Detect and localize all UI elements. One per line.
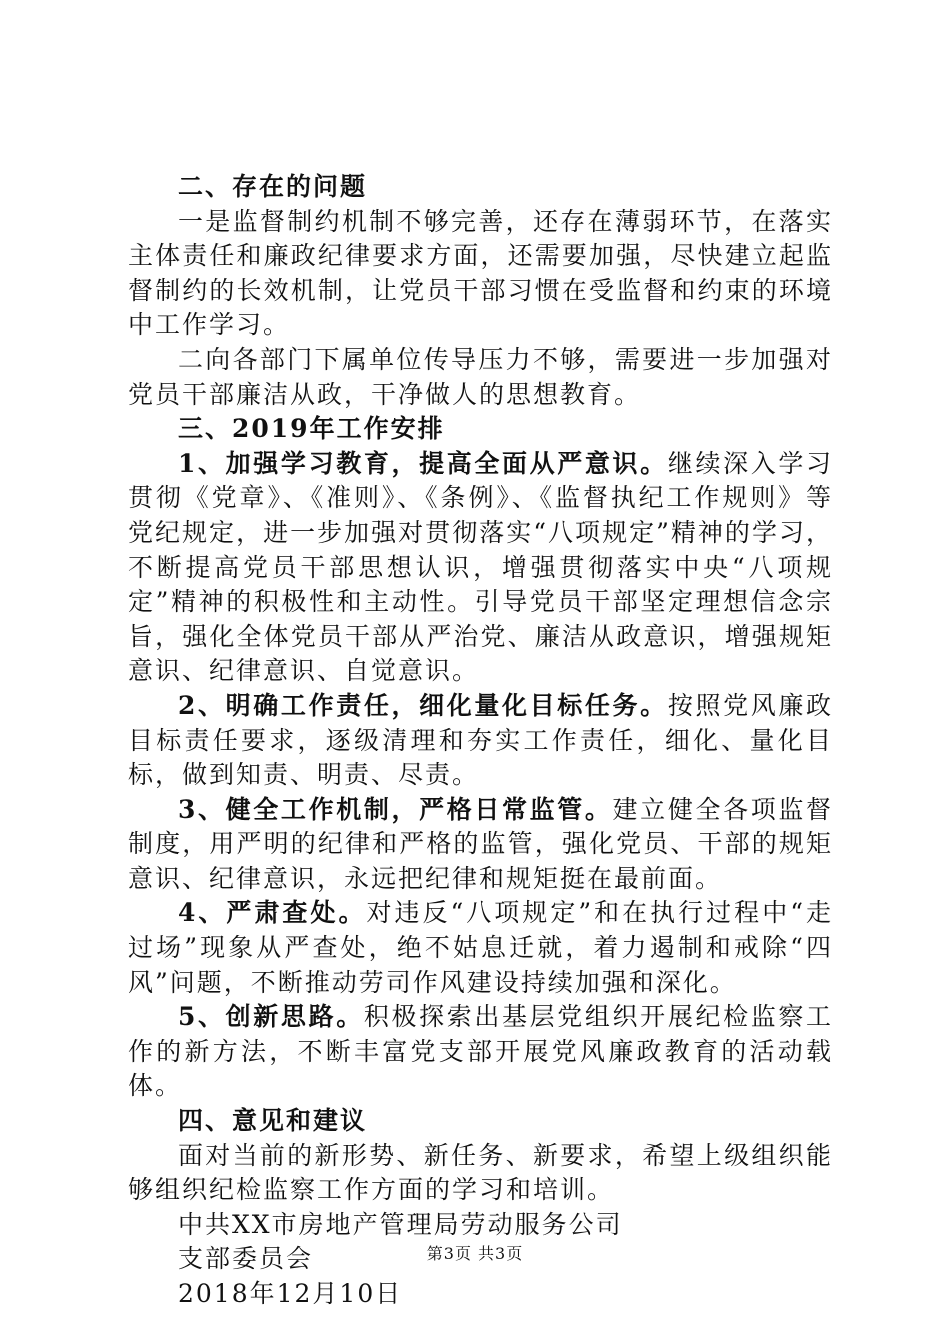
document-body bbox=[128, 170, 833, 1312]
plan-item-1-lead: 1、加强学习教育，提高全面从严意识。 bbox=[178, 448, 668, 478]
signature-committee: 支部委员会 bbox=[178, 1244, 314, 1274]
paragraph-problem-2: 二向各部门下属单位传导压力不够，需要进一步加强对党员干部廉洁从政，干净做人的思想教育。 bbox=[128, 344, 833, 409]
plan-item-5-lead: 5、创新思路。 bbox=[178, 1002, 364, 1032]
plan-item-3-lead: 3、健全工作机制，严格日常监管。 bbox=[178, 794, 613, 824]
plan-item-1-text: 继续深入学习贯彻《党章》、《准则》、《条例》、《监督执纪工作规则》等党纪规定，进一步加强对贯彻落实“八项规定”精神的学习，不断提高党员干部思想认识，增强贯彻落实中央“八项规定”精神的积极性和主动性。引导党员干部坚定理想信念宗旨，强化全体党员干部从严治党、廉洁从政意识，增强规矩意识、纪律意识、自觉意识。 bbox=[128, 448, 833, 686]
page-number-footer: 第3页 共3页 bbox=[426, 1244, 524, 1263]
plan-item-4 bbox=[128, 896, 833, 1000]
plan-item-4-lead: 4、严肃查处。 bbox=[178, 898, 367, 928]
plan-item-3-text: 建立健全各项监督制度，用严明的纪律和严格的监管，强化党员、干部的规矩意识、纪律意识，永远把纪律和规矩挺在最前面。 bbox=[128, 794, 833, 893]
section-heading-problems: 二、存在的问题 bbox=[178, 172, 368, 201]
plan-item-5 bbox=[128, 1000, 833, 1104]
section-heading-suggestions: 四、意见和建议 bbox=[178, 1106, 368, 1136]
signature-organization: 中共XX市房地产管理局劳动服务公司 bbox=[178, 1209, 623, 1239]
plan-item-2-lead: 2、明确工作责任，细化量化目标任务。 bbox=[178, 690, 668, 720]
signature-date: 2018年12月10日 bbox=[178, 1279, 403, 1308]
plan-item-4-text: 对违反“八项规定”和在执行过程中“走过场”现象从严查处，绝不姑息迁就，着力遏制和戒除“四风”问题，不断推动劳司作风建设持续加强和深化。 bbox=[128, 898, 833, 997]
plan-item-2-text: 按照党风廉政目标责任要求，逐级清理和夯实工作责任，细化、量化目标，做到知责、明责、尽责。 bbox=[128, 690, 833, 790]
plan-item-2 bbox=[128, 689, 833, 793]
plan-item-1 bbox=[128, 447, 833, 689]
section-heading-plan: 三、2019年工作安排 bbox=[178, 414, 445, 444]
plan-item-5-text: 积极探索出基层党组织开展纪检监察工作的新方法，不断丰富党支部开展党风廉政教育的活动载体。 bbox=[128, 1002, 833, 1101]
paragraph-suggestion-1: 面对当前的新形势、新任务、新要求，希望上级组织能够组织纪检监察工作方面的学习和培训。 bbox=[128, 1140, 833, 1205]
paragraph-problem-1: 一是监督制约机制不够完善，还存在薄弱环节，在落实主体责任和廉政纪律要求方面，还需要加强，尽快建立起监督制约的长效机制，让党员干部习惯在受监督和约束的环境中工作学习。 bbox=[128, 206, 833, 340]
plan-item-3 bbox=[128, 793, 833, 897]
